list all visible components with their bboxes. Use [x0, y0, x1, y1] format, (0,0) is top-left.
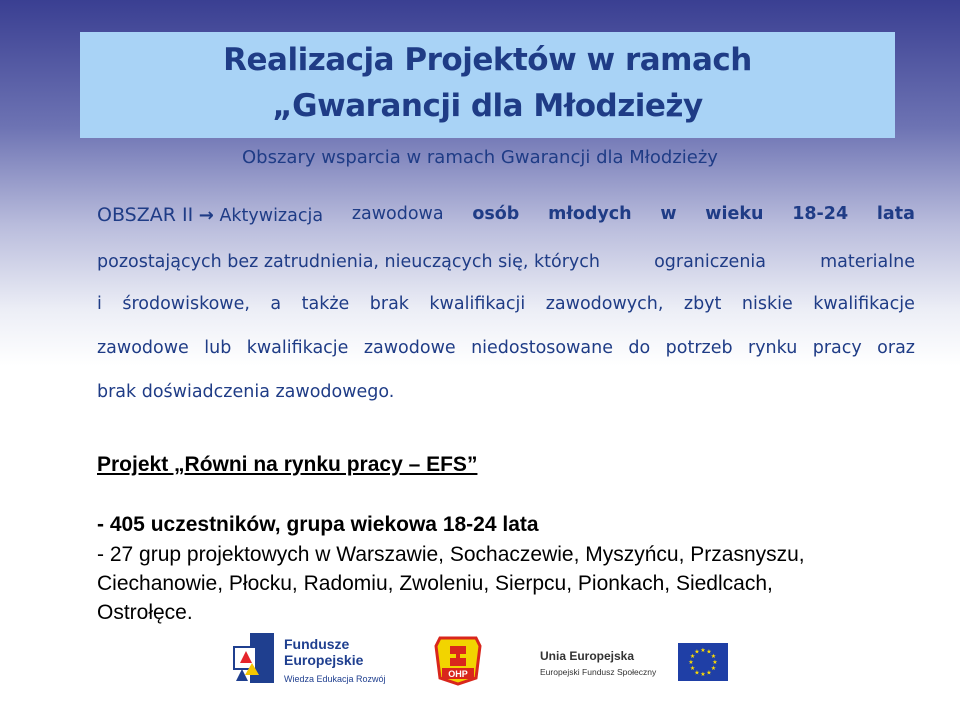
project-bullet-groups-line2: Ciechanowie, Płocku, Radomiu, Zwoleniu, Sierpcu, Pionkach, Siedlcach,	[97, 572, 773, 595]
word: ograniczenia	[654, 252, 767, 272]
project-bullet-groups-line3: Ostrołęce.	[97, 601, 193, 624]
svg-text:★: ★	[712, 659, 718, 666]
word: i	[97, 294, 102, 314]
svg-text:★: ★	[706, 648, 712, 656]
word: kwalifikacje	[813, 294, 915, 314]
word: do	[628, 338, 651, 358]
word: środowiskowe,	[122, 294, 250, 314]
obszar-line4	[97, 338, 915, 358]
unia-europejska-logo	[532, 632, 736, 692]
svg-text:★: ★	[694, 669, 700, 677]
word: zbyt	[683, 294, 722, 314]
word: pozostających bez zatrudnienia, nieuczących się, których	[97, 252, 600, 272]
svg-text:★: ★	[689, 653, 696, 660]
obszar-line3	[97, 294, 915, 314]
ohp-text: OHP	[448, 669, 468, 679]
word: 18-24	[792, 204, 849, 224]
word: rynku	[748, 338, 798, 358]
word: materialne	[820, 252, 915, 272]
project-bullet-participants: - 405 uczestników, grupa wiekowa 18-24 lata	[97, 513, 539, 536]
word: zawodowych,	[545, 294, 664, 314]
svg-text:★: ★	[710, 653, 717, 660]
page-title-line2: „Gwarancji dla Młodzieży	[272, 88, 703, 124]
obszar-line5: brak doświadczenia zawodowego.	[97, 382, 395, 402]
word: oraz	[877, 338, 915, 358]
fe-tagline: Wiedza Edukacja Rozwój	[284, 674, 386, 684]
svg-text:★: ★	[706, 669, 712, 677]
ue-fund: Europejski Fundusz Społeczny	[540, 667, 657, 677]
word: pracy	[812, 338, 862, 358]
word: niedostosowane	[471, 338, 614, 358]
word: potrzeb	[665, 338, 733, 358]
svg-text:★: ★	[689, 665, 696, 672]
arrow-right-icon: →	[198, 205, 214, 226]
project-bullet-groups-line1: - 27 grup projektowych w Warszawie, Sochaczewie, Myszyńcu, Przasnyszu,	[97, 543, 805, 566]
word: a	[270, 294, 282, 314]
word: brak	[369, 294, 409, 314]
word: wieku	[705, 204, 764, 224]
ohp-emblem-icon	[430, 632, 486, 688]
subtitle: Obszary wsparcia w ramach Gwarancji dla Młodzieży	[242, 147, 718, 168]
obszar-label: OBSZAR II	[97, 204, 194, 226]
obszar-line2	[97, 252, 915, 272]
word: także	[301, 294, 350, 314]
word: niskie	[741, 294, 793, 314]
eu-flag-icon	[678, 643, 728, 681]
word: zawodowe	[363, 338, 456, 358]
svg-text:★: ★	[694, 648, 700, 656]
obszar-label-group	[97, 204, 323, 226]
title-box	[80, 32, 895, 138]
word: osób	[472, 204, 520, 224]
word: lata	[876, 204, 915, 224]
project-title: Projekt „Równi na rynku pracy – EFS”	[97, 453, 478, 476]
word: zawodowe	[97, 338, 189, 358]
word: lub	[204, 338, 232, 358]
obszar-line1	[97, 204, 915, 226]
ohp-logo	[430, 632, 486, 688]
fe-name-line2: Europejskie	[284, 652, 364, 668]
svg-text:★: ★	[688, 659, 694, 666]
word: zawodowa	[351, 204, 444, 224]
fe-name-line1: Fundusze	[284, 636, 350, 652]
svg-text:★: ★	[700, 671, 706, 678]
fe-name	[284, 636, 363, 668]
fundusze-europejskie-logo	[226, 626, 386, 692]
word: kwalifikacji	[429, 294, 526, 314]
svg-text:★: ★	[710, 665, 717, 672]
word: w	[660, 204, 677, 224]
word: Aktywizacja	[219, 206, 324, 226]
word: młodych	[548, 204, 632, 224]
ue-name: Unia Europejska	[540, 649, 635, 663]
word: kwalifikacje	[246, 338, 349, 358]
svg-text:★: ★	[700, 647, 706, 654]
fe-emblem-icon	[232, 633, 282, 685]
page-title-line1: Realizacja Projektów w ramach	[223, 42, 752, 78]
